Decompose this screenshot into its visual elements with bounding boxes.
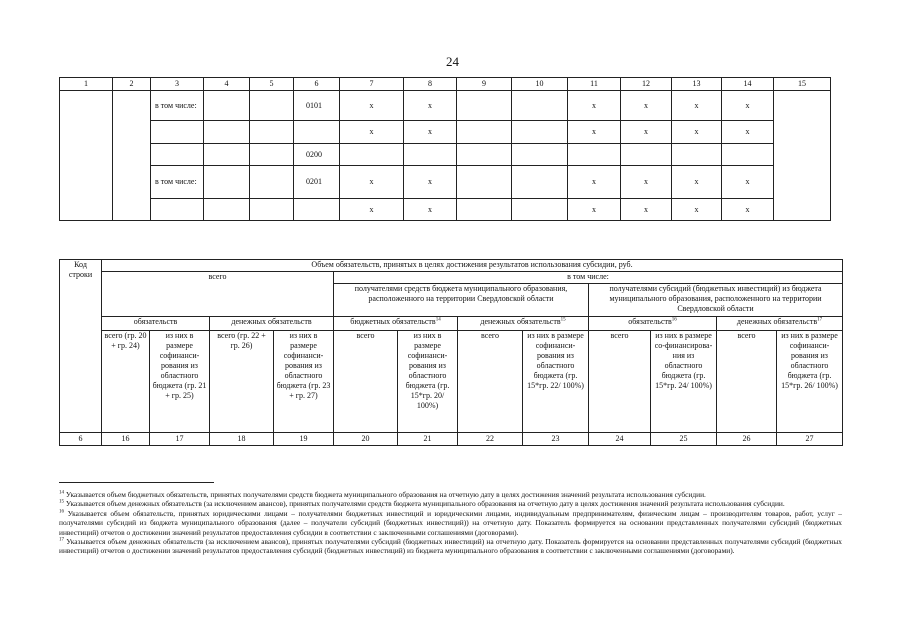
col-num: 5 bbox=[250, 78, 294, 91]
col-num: 6 bbox=[60, 433, 102, 446]
header-col-22: всего bbox=[458, 331, 523, 433]
table-row bbox=[60, 144, 831, 166]
cell-empty bbox=[113, 91, 151, 221]
header-v-tom-chisle: в том числе: bbox=[334, 272, 843, 284]
cell-x: x bbox=[568, 121, 621, 144]
col-num: 26 bbox=[717, 433, 777, 446]
cell-x: x bbox=[568, 166, 621, 199]
footnotes bbox=[59, 490, 842, 556]
cell-x: x bbox=[672, 121, 722, 144]
cell-subtitle: в том числе: bbox=[151, 166, 204, 199]
footnote: $^{14}$ Указывается объем бюджетных обязательств, принятых получателями средств бюджета муниципального образования на отчетную дату в целях достижения значений результата использования субсидии. bbox=[59, 490, 706, 499]
cell-empty bbox=[60, 91, 113, 221]
header-obyaz-b: обязательств$^{16}$ bbox=[589, 317, 717, 331]
header-den-obyaz-a: денежных обязательств$^{15}$ bbox=[458, 317, 589, 331]
cell-x: x bbox=[672, 166, 722, 199]
col-num: 27 bbox=[777, 433, 843, 446]
col-num: 16 bbox=[102, 433, 150, 446]
column-number-row bbox=[60, 78, 831, 91]
col-num: 3 bbox=[151, 78, 204, 91]
cell-x: x bbox=[621, 166, 672, 199]
col-num: 22 bbox=[458, 433, 523, 446]
cell-x: x bbox=[340, 91, 404, 121]
footnote: $^{17}$ Указывается объем денежных обязательств (за исключением авансов), принятых получателями субсидий (бюджетных инвестиций) на отчетную дату. Показатель формируется на основании представленных получателями субсидий (бюджетных инвестиций) отчетов о достижении значений результатов предоставления субсидий (бюджетных инвестиций) из бюджета муниципального образования в соответствии с заключенными соглашениями (договорами). bbox=[59, 537, 842, 556]
header-den-obyaz: денежных обязательств bbox=[210, 317, 334, 331]
header-obyaz: обязательств bbox=[102, 317, 210, 331]
col-num: 14 bbox=[722, 78, 774, 91]
table-obligations bbox=[59, 259, 843, 446]
col-num: 2 bbox=[113, 78, 151, 91]
cell-x: x bbox=[568, 199, 621, 221]
header-group-a: получателями средств бюджета муниципального образования, расположенного на территории Свердловской области bbox=[334, 284, 589, 317]
header-budget-obyaz: бюджетных обязательств$^{14}$ bbox=[334, 317, 458, 331]
header-group-b: получателями субсидий (бюджетных инвестиций) из бюджета муниципального образования, расположенного на территории Свердловской области bbox=[589, 284, 843, 317]
header-col-24: всего bbox=[589, 331, 651, 433]
col-num: 21 bbox=[398, 433, 458, 446]
cell-x: x bbox=[722, 121, 774, 144]
table-row bbox=[60, 121, 831, 144]
cell-code: 0201 bbox=[294, 166, 340, 199]
header-col-20: всего bbox=[334, 331, 398, 433]
header-col-27: из них в размере софинанси-рования из областного бюджета (гр. 15*гр. 26/ 100%) bbox=[777, 331, 843, 433]
col-num: 24 bbox=[589, 433, 651, 446]
header-col-21: из них в размере софинанси-рования из областного бюджета (гр. 15*гр. 20/ 100%) bbox=[398, 331, 458, 433]
cell-x: x bbox=[568, 91, 621, 121]
footnote: $^{16}$ Указывается объем обязательств, принятых юридическими лицами – получателями бюджетных инвестиций и юридическими лицами, индивидуальным предпринимателям, физическим лицам – производителям товаров, работ, услуг – получателями субсидий из бюджета муниципального образования (далее – получатели субсидий (бюджетных инвестиций)) на отчетную дату. Показатель формируется на основании представленных получателями субсидий (бюджетных инвестиций) отчетов о достижении значений результатов предоставления субсидии в соответствии с заключенными соглашениями (договорами). bbox=[59, 508, 842, 537]
col-num: 23 bbox=[523, 433, 589, 446]
col-num: 20 bbox=[334, 433, 398, 446]
col-num: 7 bbox=[340, 78, 404, 91]
header-col-26: всего bbox=[717, 331, 777, 433]
cell-x: x bbox=[404, 91, 457, 121]
col-num: 6 bbox=[294, 78, 340, 91]
cell-x: x bbox=[621, 121, 672, 144]
col-num: 25 bbox=[651, 433, 717, 446]
header-col-17: из них в размере софинанси-рования из областного бюджета (гр. 21 + гр. 25) bbox=[150, 331, 210, 433]
cell-code: 0101 bbox=[294, 91, 340, 121]
table-columns-1-15 bbox=[59, 77, 831, 221]
cell-x: x bbox=[404, 199, 457, 221]
col-num: 18 bbox=[210, 433, 274, 446]
header-kod-stroki: Код строки bbox=[60, 260, 102, 433]
cell-empty bbox=[774, 91, 831, 221]
cell-x: x bbox=[722, 166, 774, 199]
footnote: $^{15}$ Указывается объем денежных обязательств (за исключением авансов), принятых получателями средств бюджета муниципального образования на отчетную дату в целях достижения значений результата использования субсидии. bbox=[59, 499, 785, 509]
col-num: 13 bbox=[672, 78, 722, 91]
col-num: 8 bbox=[404, 78, 457, 91]
cell-x: x bbox=[340, 121, 404, 144]
col-num: 11 bbox=[568, 78, 621, 91]
cell-code: 0200 bbox=[294, 144, 340, 166]
header-col-23: из них в размере софинанси-рования из областного бюджета (гр. 15*гр. 22/ 100%) bbox=[523, 331, 589, 433]
header-main: Объем обязательств, принятых в целях достижения результатов использования субсидии, руб. bbox=[102, 260, 843, 272]
cell-x: x bbox=[672, 199, 722, 221]
header-col-25: из них в размере со-финансирова-ния из областного бюджета (гр. 15*гр. 24/ 100%) bbox=[651, 331, 717, 433]
col-num: 10 bbox=[512, 78, 568, 91]
header-vsego: всего bbox=[102, 272, 334, 317]
col-num: 12 bbox=[621, 78, 672, 91]
page-number: 24 bbox=[446, 54, 459, 69]
cell-x: x bbox=[404, 121, 457, 144]
col-num: 15 bbox=[774, 78, 831, 91]
col-num: 4 bbox=[204, 78, 250, 91]
col-num: 1 bbox=[60, 78, 113, 91]
header-den-obyaz-b: денежных обязательств$^{17}$ bbox=[717, 317, 843, 331]
cell-x: x bbox=[722, 199, 774, 221]
table-row bbox=[60, 91, 831, 121]
header-col-19: из них в размере софинанси-рования из областного бюджета (гр. 23 + гр. 27) bbox=[274, 331, 334, 433]
header-col-18: всего (гр. 22 + гр. 26) bbox=[210, 331, 274, 433]
cell-x: x bbox=[340, 166, 404, 199]
cell-x: x bbox=[621, 91, 672, 121]
header-col-16: всего (гр. 20 + гр. 24) bbox=[102, 331, 150, 433]
col-num: 19 bbox=[274, 433, 334, 446]
table-row bbox=[60, 199, 831, 221]
cell-x: x bbox=[672, 91, 722, 121]
table-row bbox=[60, 166, 831, 199]
col-num: 9 bbox=[457, 78, 512, 91]
cell-x: x bbox=[340, 199, 404, 221]
cell-x: x bbox=[722, 91, 774, 121]
footnote-separator bbox=[59, 482, 214, 483]
cell-subtitle: в том числе: bbox=[151, 91, 204, 121]
cell-x: x bbox=[621, 199, 672, 221]
cell-x: x bbox=[404, 166, 457, 199]
column-number-row bbox=[60, 433, 843, 446]
col-num: 17 bbox=[150, 433, 210, 446]
